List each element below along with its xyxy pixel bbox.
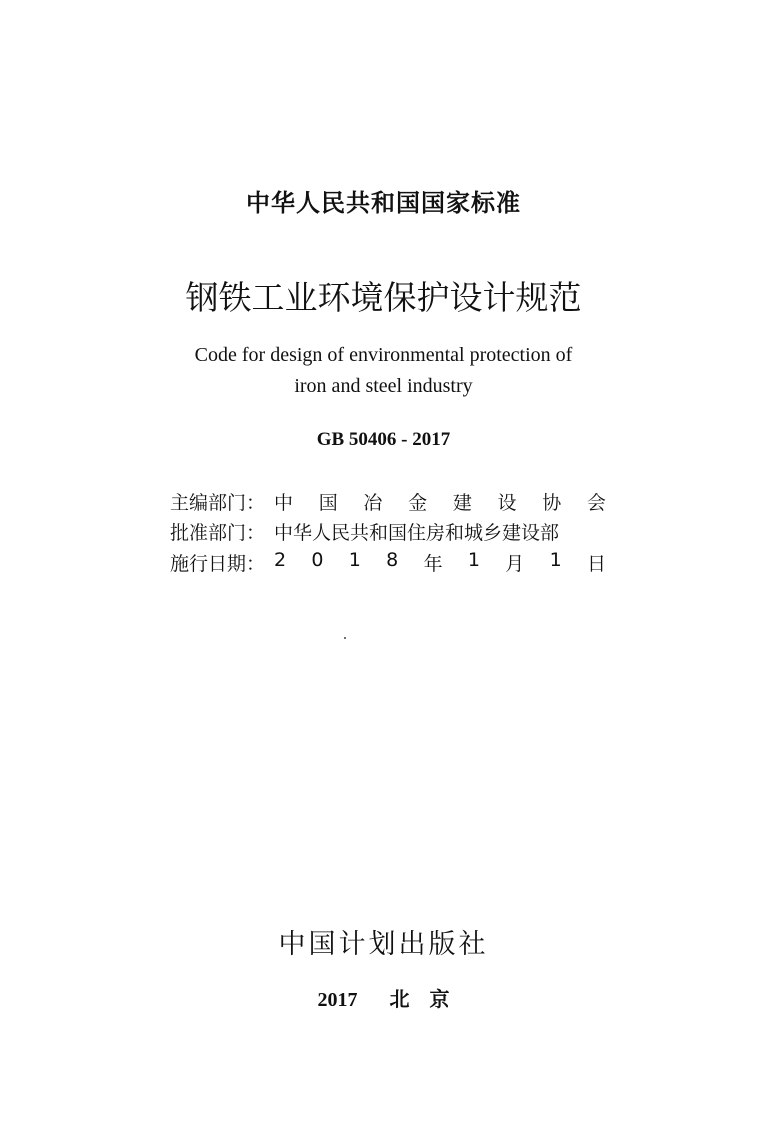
title-chinese: 钢铁工业环境保护设计规范 bbox=[185, 278, 582, 317]
publication-city: 北 京 bbox=[389, 989, 450, 1011]
date-char: 1 bbox=[467, 548, 480, 571]
date-char: 日 bbox=[586, 552, 606, 575]
standard-number: GB 50406 - 2017 bbox=[316, 429, 451, 450]
effective-date-label: 施行日期： bbox=[170, 552, 266, 575]
publisher-name: 中国计划出版社 bbox=[278, 929, 489, 960]
title-english-line-1: Code for design of environmental protection of bbox=[194, 344, 573, 366]
title-english bbox=[0, 340, 767, 402]
publication-year: 2017 bbox=[317, 989, 358, 1011]
date-char: 1 bbox=[348, 548, 361, 571]
editor-row bbox=[170, 488, 606, 514]
date-char: 8 bbox=[386, 548, 399, 571]
date-char: 月 bbox=[505, 552, 525, 575]
scan-speck bbox=[344, 637, 346, 639]
date-char: 年 bbox=[423, 552, 443, 575]
editor-label: 主编部门： bbox=[170, 491, 266, 514]
editor-char: 协 bbox=[542, 491, 562, 514]
standard-category: 中华人民共和国国家标准 bbox=[246, 189, 521, 217]
date-char: 0 bbox=[311, 548, 324, 571]
approver-label: 批准部门： bbox=[170, 521, 266, 544]
approver-row bbox=[170, 518, 606, 544]
editor-value bbox=[274, 488, 606, 515]
date-char: 2 bbox=[274, 548, 287, 571]
editor-char: 冶 bbox=[363, 491, 383, 514]
editor-char: 国 bbox=[318, 491, 338, 514]
editor-char: 会 bbox=[586, 491, 606, 514]
approver-value: 中华人民共和国住房和城乡建设部 bbox=[274, 521, 560, 544]
publication-place bbox=[0, 983, 767, 1012]
effective-date-row bbox=[170, 549, 606, 575]
title-english-line-2: iron and steel industry bbox=[294, 375, 473, 397]
editor-char: 设 bbox=[497, 491, 517, 514]
editor-char: 金 bbox=[408, 491, 428, 514]
effective-date-value bbox=[274, 549, 606, 576]
date-char: 1 bbox=[549, 548, 562, 571]
editor-char: 建 bbox=[452, 491, 472, 514]
editor-char: 中 bbox=[274, 491, 294, 514]
